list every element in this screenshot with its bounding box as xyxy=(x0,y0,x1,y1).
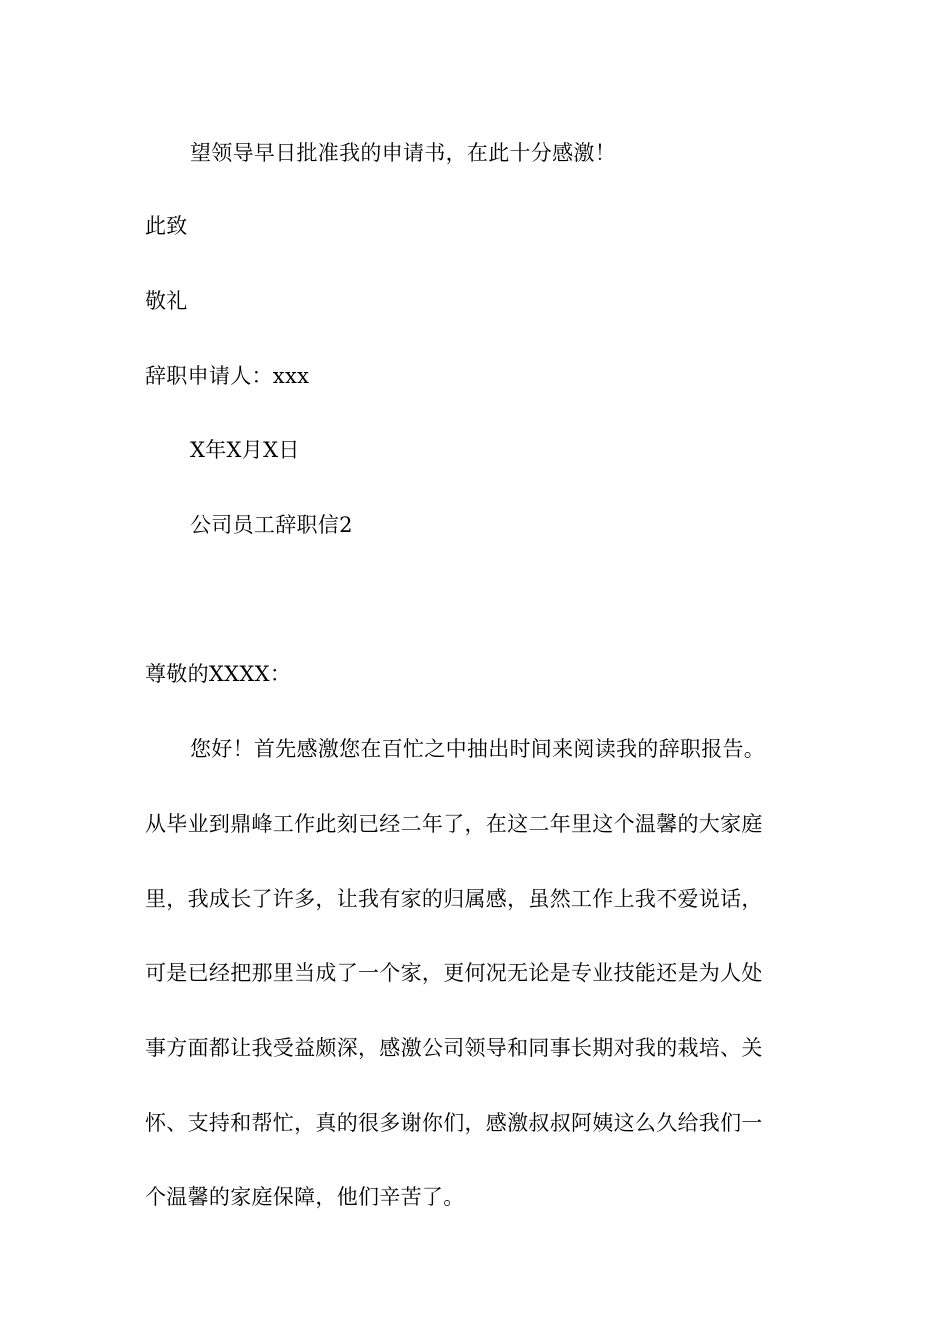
paragraph-line-5: 事方面都让我受益颇深，感激公司领导和同事长期对我的栽培、关 xyxy=(145,1036,763,1060)
salutation-cizhi: 此致 xyxy=(145,214,188,238)
paragraph-line-4: 可是已经把那里当成了一个家，更何况无论是专业技能还是为人处 xyxy=(145,961,763,985)
date-line: X年X月X日 xyxy=(190,438,300,462)
paragraph-line-3: 里，我成长了许多，让我有家的归属感，虽然工作上我不爱说话， xyxy=(145,887,763,911)
paragraph-line-2: 从毕业到鼎峰工作此刻已经二年了，在这二年里这个温馨的大家庭 xyxy=(145,812,763,836)
paragraph-line-6: 怀、支持和帮忙，真的很多谢你们，感激叔叔阿姨这么久给我们一 xyxy=(145,1111,763,1135)
section-title: 公司员工辞职信2 xyxy=(190,513,353,537)
applicant-signature: 辞职申请人：xxx xyxy=(145,364,310,388)
letter-greeting: 尊敬的XXXX： xyxy=(145,662,292,686)
paragraph-line-7: 个温馨的家庭保障，他们辛苦了。 xyxy=(145,1185,465,1209)
salutation-jingli: 敬礼 xyxy=(145,289,188,313)
paragraph-line-1: 您好！首先感激您在百忙之中抽出时间来阅读我的辞职报告。 xyxy=(190,737,766,761)
closing-request-line: 望领导早日批准我的申请书，在此十分感激！ xyxy=(190,141,616,165)
